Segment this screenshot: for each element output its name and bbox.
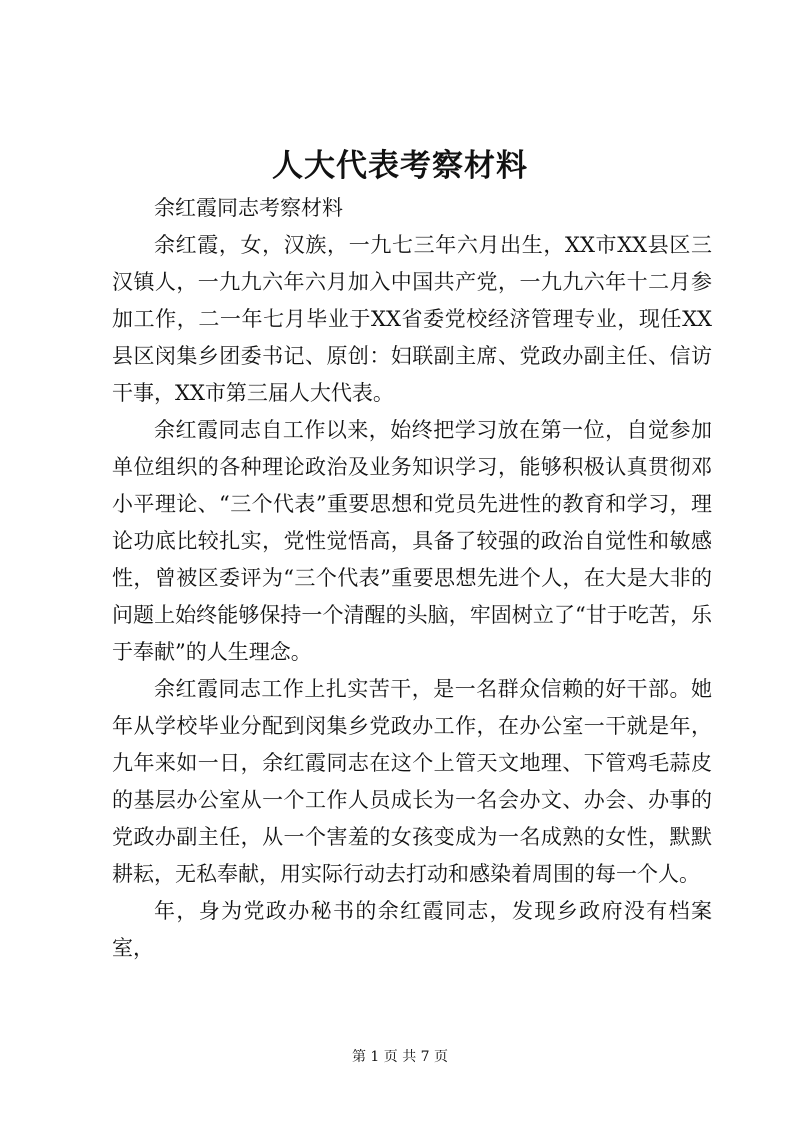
document-title: 人大代表考察材料 bbox=[272, 148, 528, 184]
paragraph-subtitle: 余红霞同志考察材料 bbox=[154, 196, 343, 220]
document-body bbox=[112, 190, 712, 967]
paragraph-work: 余红霞同志工作上扎实苦干，是一名群众信赖的好干部。她年从学校毕业分配到闵集乡党政办工作，在办公室一干就是年，九年来如一日，余红霞同志在这个上管天文地理、下管鸡毛蒜皮的基层办公室从一个工作人员成长为一名会办文、办会、办事的党政办副主任，从一个害羞的女孩变成为一名成熟的女性，默默耕耘，无私奉献，用实际行动去打动和感染着周围的每一个人。 bbox=[112, 677, 712, 886]
paragraph-archive: 年，身为党政办秘书的余红霞同志，发现乡政府没有档案室， bbox=[112, 899, 712, 960]
paragraph-profile: 余红霞，女，汉族，一九七三年六月出生，XX市XX县区三汉镇人，一九九六年六月加入中国共产党，一九九六年十二月参加工作，二一年七月毕业于XX省委党校经济管理专业，现任XX县区闵集乡团委书记、原创：妇联副主席、党政办副主任、信访干事，XX市第三届人大代表。 bbox=[112, 233, 712, 405]
paragraph-study: 余红霞同志自工作以来，始终把学习放在第一位，自觉参加单位组织的各种理论政治及业务知识学习，能够积极认真贯彻邓小平理论、“三个代表”重要思想和党员先进性的教育和学习，理论功底比较扎实，党性觉悟高，具备了较强的政治自觉性和敏感性，曾被区委评为“三个代表”重要思想先进个人，在大是大非的问题上始终能够保持一个清醒的头脑，牢固树立了“甘于吃苦，乐于奉献”的人生理念。 bbox=[112, 418, 712, 664]
page-number-footer: 第 1 页 共 7 页 bbox=[351, 1049, 449, 1065]
